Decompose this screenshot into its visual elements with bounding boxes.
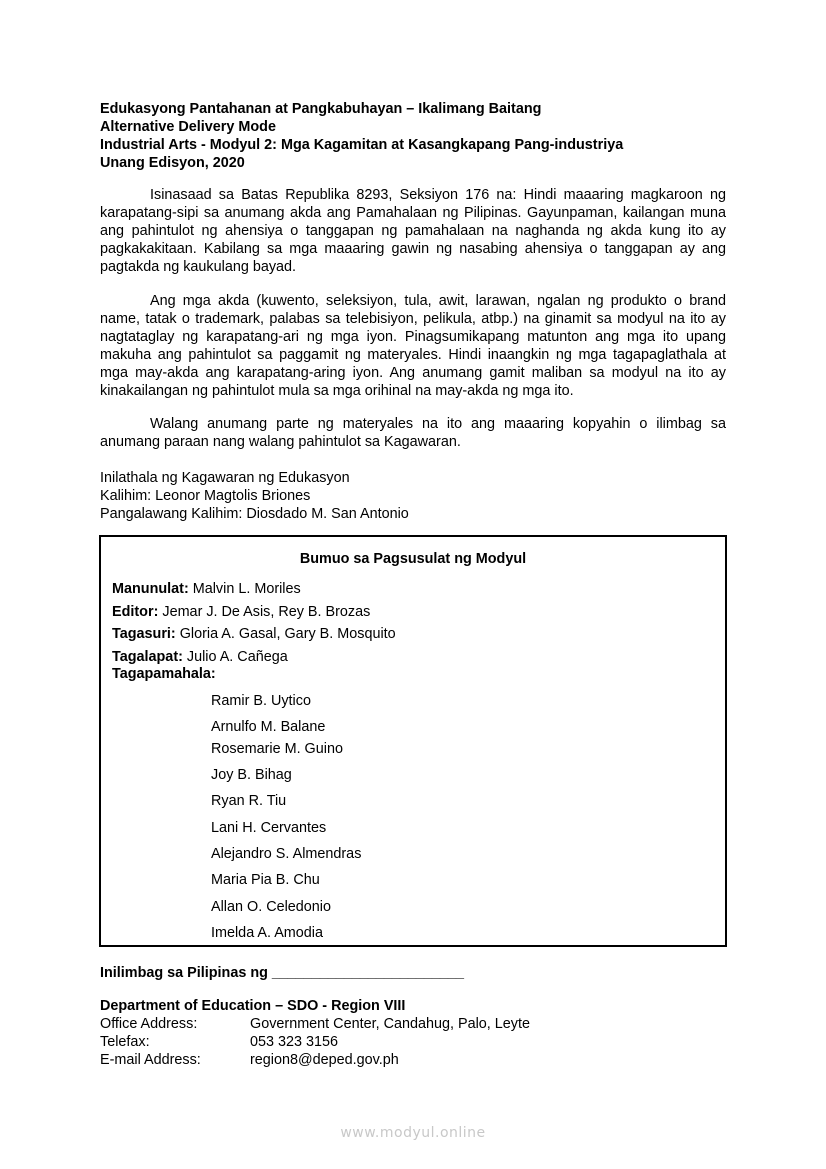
copyright-paragraph-2: Ang mga akda (kuwento, seleksiyon, tula, awit, larawan, ngalan ng produkto o brand name, tatak o trademark, palabas sa telebisiyon, pelikula, atbp.) na ginamit sa modyul na ito ay nagtataglay ng karapatang-ari ng mga iyon. Pinagsumikapang matunton ang mga ito upang makuha ang pahintulot sa paggamit ng materyales. Hindi inaangkin ng mga tagapaglathala at mga may-akda ang karapatang-aring iyon. Ang anumang gamit maliban sa modyul na ito ay kinakailangan ng pahintulot mula sa mga orihinal na may-akda ng mga ito. xyxy=(100,293,726,399)
module-header xyxy=(100,100,623,172)
manager-name: Imelda A. Amodia xyxy=(211,925,323,941)
office-address-row xyxy=(100,1016,530,1032)
deped-office-title: Department of Education – SDO - Region VIII xyxy=(100,998,406,1014)
manager-name: Ramir B. Uytico xyxy=(211,693,311,709)
credits-title: Bumuo sa Pagsusulat ng Modyul xyxy=(299,551,527,567)
email-value: region8@deped.gov.ph xyxy=(250,1052,399,1068)
writer-value: Malvin L. Moriles xyxy=(188,581,301,597)
telefax-value: 053 323 3156 xyxy=(250,1034,339,1050)
reviewer-value: Gloria A. Gasal, Gary B. Mosquito xyxy=(175,626,396,642)
writer-credit xyxy=(112,581,301,597)
email-row xyxy=(100,1052,399,1068)
illustrator-value: Julio A. Cañega xyxy=(182,649,288,665)
managers-credit xyxy=(112,666,216,682)
printed-in-line: Inilimbag sa Pilipinas ng ________________________ xyxy=(100,965,465,981)
manager-name: Ryan R. Tiu xyxy=(211,793,287,809)
publisher-line: Inilathala ng Kagawaran ng Edukasyon xyxy=(100,470,350,486)
site-watermark: www.modyul.online xyxy=(340,1125,486,1141)
credits-box xyxy=(99,535,727,947)
editor-label: Editor: xyxy=(112,604,159,620)
manager-name: Joy B. Bihag xyxy=(211,767,292,783)
copyright-paragraph-1: Isinasaad sa Batas Republika 8293, Seksiyon 176 na: Hindi maaaring magkaroon ng karapatang-sipi sa anumang akda ang Pamahalaan ng Pilipinas. Gayunpaman, kailangan muna ang pahintulot ng ahensiya o tanggapan ng pamahalaan na naghanda ng akda kung ito ay pagkakakitaan. Kabilang sa mga maaaring gawin ng nasabing ahensiya o tanggapan ay ang pagtakda ng kaukulang bayad. xyxy=(100,187,726,275)
writer-label: Manunulat: xyxy=(112,581,189,597)
telefax-label: Telefax: xyxy=(100,1034,150,1050)
edition: Unang Edisyon, 2020 xyxy=(100,155,245,171)
manager-name: Arnulfo M. Balane xyxy=(211,719,326,735)
reviewer-credit xyxy=(112,626,396,642)
email-label: E-mail Address: xyxy=(100,1052,201,1068)
editor-value: Jemar J. De Asis, Rey B. Brozas xyxy=(158,604,371,620)
secretary-line: Kalihim: Leonor Magtolis Briones xyxy=(100,488,311,504)
editor-credit xyxy=(112,604,370,620)
undersecretary-line: Pangalawang Kalihim: Diosdado M. San Antonio xyxy=(100,506,409,522)
illustrator-label: Tagalapat: xyxy=(112,649,183,665)
manager-name: Rosemarie M. Guino xyxy=(211,741,343,757)
office-address-label: Office Address: xyxy=(100,1016,198,1032)
telefax-row xyxy=(100,1034,338,1050)
illustrator-credit xyxy=(112,649,288,665)
publisher-info xyxy=(100,469,409,523)
copyright-paragraph-3: Walang anumang parte ng materyales na ito ang maaaring kopyahin o ilimbag sa anumang paraan nang walang pahintulot sa Kagawaran. xyxy=(100,416,726,450)
module-title: Industrial Arts - Modyul 2: Mga Kagamitan at Kasangkapang Pang-industriya xyxy=(100,137,624,153)
office-address-value: Government Center, Candahug, Palo, Leyte xyxy=(250,1016,530,1032)
subject-title: Edukasyong Pantahanan at Pangkabuhayan – Ikalimang Baitang xyxy=(100,101,542,117)
manager-name: Alejandro S. Almendras xyxy=(211,846,362,862)
delivery-mode: Alternative Delivery Mode xyxy=(100,119,276,135)
managers-label: Tagapamahala: xyxy=(112,666,216,682)
manager-name: Maria Pia B. Chu xyxy=(211,872,320,888)
reviewer-label: Tagasuri: xyxy=(112,626,176,642)
manager-name: Lani H. Cervantes xyxy=(211,820,327,836)
manager-name: Allan O. Celedonio xyxy=(211,899,331,915)
